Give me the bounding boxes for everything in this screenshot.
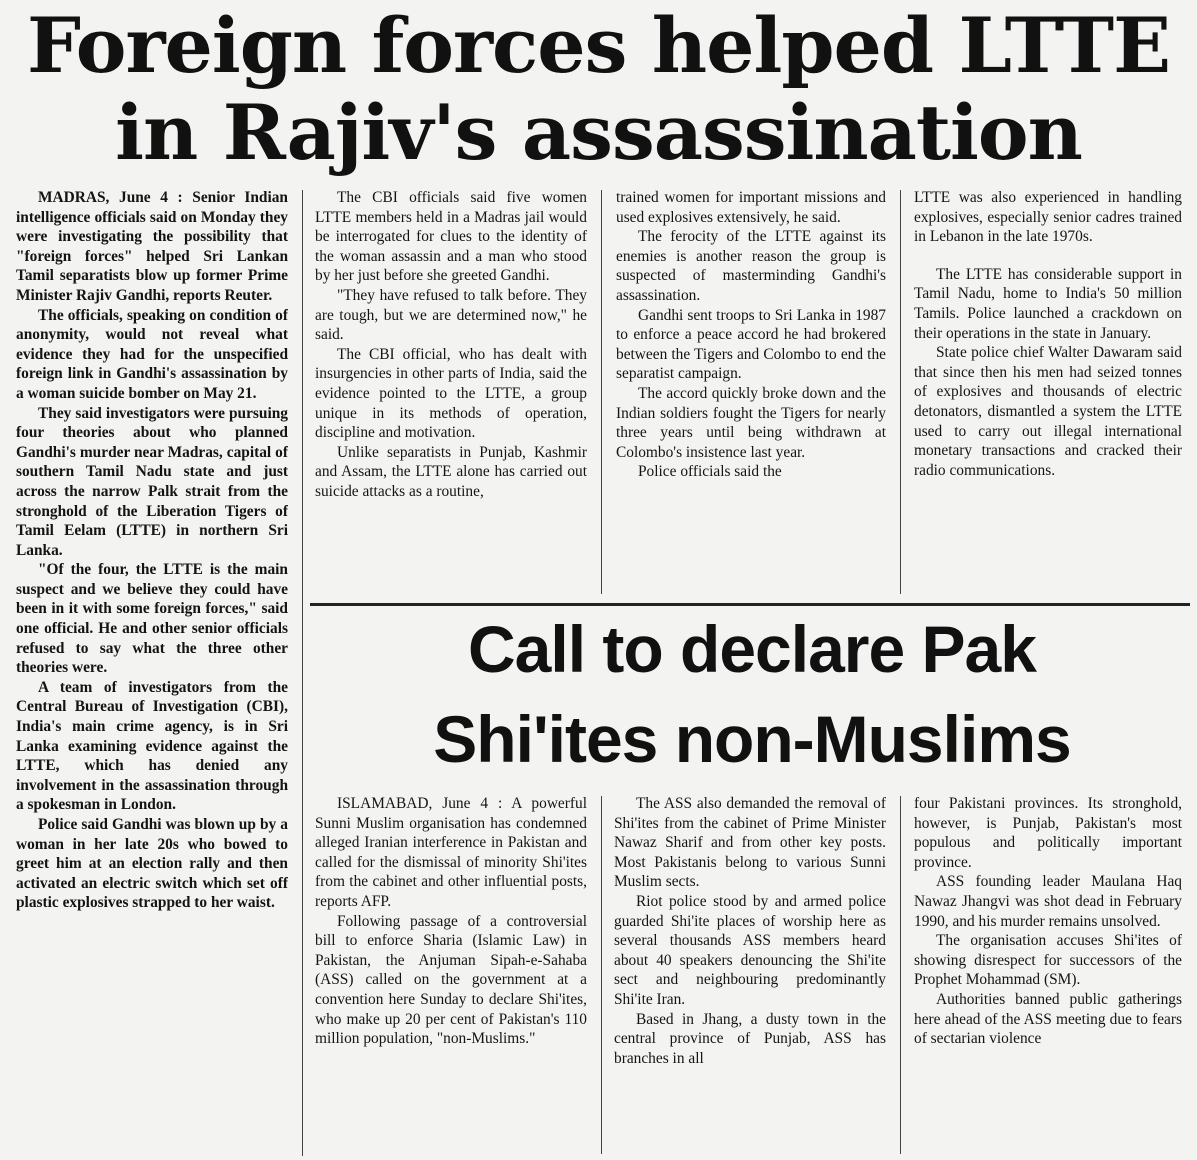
paragraph: Police said Gandhi was blown up by a woman in her late 20s who bowed to greet him at an election rally and then activated an electric switch which set off plastic explosives strapped to her waist. <box>16 816 288 912</box>
column-rule <box>302 190 303 1156</box>
paragraph: "Of the four, the LTTE is the main suspect and we believe they could have been in it with some foreign forces," said one official. He and other senior officials refused to say what the three other theories were. <box>16 561 288 677</box>
paragraph: Gandhi sent troops to Sri Lanka in 1987 to enforce a peace accord he had brokered between the Tigers and Colombo to end the separatist campaign. <box>616 306 886 383</box>
article2-headline-line1: Call to declare Pak <box>468 612 1036 686</box>
paragraph: "They have refused to talk before. They are tough, but we are determined now," he said. <box>315 286 587 344</box>
article1-headline-line1: Foreign forces helped LTTE <box>26 1 1171 90</box>
article-separator-rule <box>310 603 1190 606</box>
paragraph: They said investigators were pursuing four theories about who planned Gandhi's murder near Madras, capital of southern Tamil Nadu state and just across the narrow Palk strait from the stronghold of the Liberation Tigers of Tamil Eelam (LTTE) in northern Sri Lanka. <box>16 404 288 559</box>
article1-column-4 <box>914 188 1182 598</box>
paragraph: Following passage of a controversial bill to enforce Sharia (Islamic Law) in Pakistan, the Anjuman Sipah-e-Sahaba (ASS) called on the government at a convention here Sunday to declare Shi'ites, who make up 20 per cent of Pakistan's 110 million population, "non-Muslims." <box>315 912 587 1048</box>
paragraph: Police officials said the <box>638 463 782 481</box>
article1-headline-line2: in Rajiv's assassination <box>115 88 1082 177</box>
paragraph: The CBI officials said five women LTTE members held in a Madras jail would be interrogated for clues to the identity of the woman assassin and a man who stood by her just before she greeted Gandhi. <box>315 189 587 285</box>
article2-headline-line2: Shi'ites non-Muslims <box>433 702 1071 776</box>
paragraph: The ASS also demanded the removal of Shi'ites from the cabinet of Prime Minister Nawaz Sharif and from other key posts. Most Pakistanis belong to various Sunni Muslim sects. <box>614 795 886 891</box>
article2-column-3 <box>914 794 1182 1156</box>
paragraph: trained women for important missions and used explosives extensively, he said. <box>616 189 886 226</box>
paragraph: State police chief Walter Dawaram said that since then his men had seized tonnes of explosives and thousands of electric detonators, dismantled a system the LTTE used to carry out illegal international monetary transactions and cracked their radio communications. <box>914 344 1182 479</box>
paragraph: The ferocity of the LTTE against its enemies is another reason the group is suspected of masterminding Gandhi's assassination. <box>616 228 886 304</box>
article2-column-1 <box>315 794 587 1156</box>
paragraph: four Pakistani provinces. Its stronghold, however, is Punjab, Pakistan's most populous and politically important province. <box>914 795 1182 871</box>
column-rule <box>601 796 602 1154</box>
article1-column-2 <box>315 188 587 598</box>
paragraph: The organisation accuses Shi'ites of showing disrespect for successors of the Prophet Mohammad (SM). <box>914 932 1182 989</box>
paragraph: Unlike separatists in Punjab, Kashmir and Assam, the LTTE alone has carried out suicide attacks as a routine, <box>315 443 587 500</box>
paragraph: LTTE was also experienced in handling explosives, especially senior cadres trained in Lebanon in the late 1970s. <box>914 189 1182 246</box>
article1-column-3 <box>616 188 886 598</box>
column-rule <box>900 190 901 594</box>
paragraph: The CBI official, who has dealt with insurgencies in other parts of India, said the evidence pointed to the LTTE, a group unique in its methods of operation, discipline and motivation. <box>315 345 587 442</box>
paragraph: The LTTE has considerable support in Tamil Nadu, home to India's 50 million Tamils. Police launched a crackdown on their operations in the state in January. <box>914 265 1182 342</box>
paragraph: Riot police stood by and armed police guarded Shi'ite places of worship here as several thousands ASS members heard about 40 speakers denouncing the Shi'ite sect and neighbouring predominantly Shi'ite Iran. <box>614 892 886 1008</box>
paragraph: Authorities banned public gatherings here ahead of the ASS meeting due to fears of sectarian violence <box>914 990 1182 1048</box>
article1-column-1 <box>16 188 288 1156</box>
paragraph: ISLAMABAD, June 4 : A powerful Sunni Muslim organisation has condemned alleged Iranian interference in Pakistan and called for the dismissal of minority Shi'ites from the cabinet and other influential posts, reports AFP. <box>315 795 587 910</box>
paragraph: MADRAS, June 4 : Senior Indian intelligence officials said on Monday they were investigating the possibility that "foreign forces" helped Sri Lankan Tamil separatists blow up former Prime Minister Rajiv Gandhi, reports Reuter. <box>16 189 288 304</box>
paragraph: A team of investigators from the Central Bureau of Investigation (CBI), India's main crime agency, is in Sri Lanka examining evidence against the LTTE, which has denied any involvement in the assassination through a spokesman in London. <box>16 678 288 814</box>
paragraph: Based in Jhang, a dusty town in the central province of Punjab, ASS has branches in all <box>614 1010 886 1067</box>
paragraph: ASS founding leader Maulana Haq Nawaz Jhangvi was shot dead in February 1990, and his murder remains unsolved. <box>914 873 1182 930</box>
paragraph: The officials, speaking on condition of anonymity, would not reveal what evidence they had for the unspecified foreign link in Gandhi's assassination by a woman suicide bomber on May 21. <box>16 306 288 402</box>
column-rule <box>601 190 602 594</box>
column-rule <box>900 796 901 1154</box>
article2-column-2 <box>614 794 886 1156</box>
paragraph: The accord quickly broke down and the Indian soldiers fought the Tigers for nearly three years until being withdrawn at Colombo's insistence last year. <box>616 384 886 461</box>
